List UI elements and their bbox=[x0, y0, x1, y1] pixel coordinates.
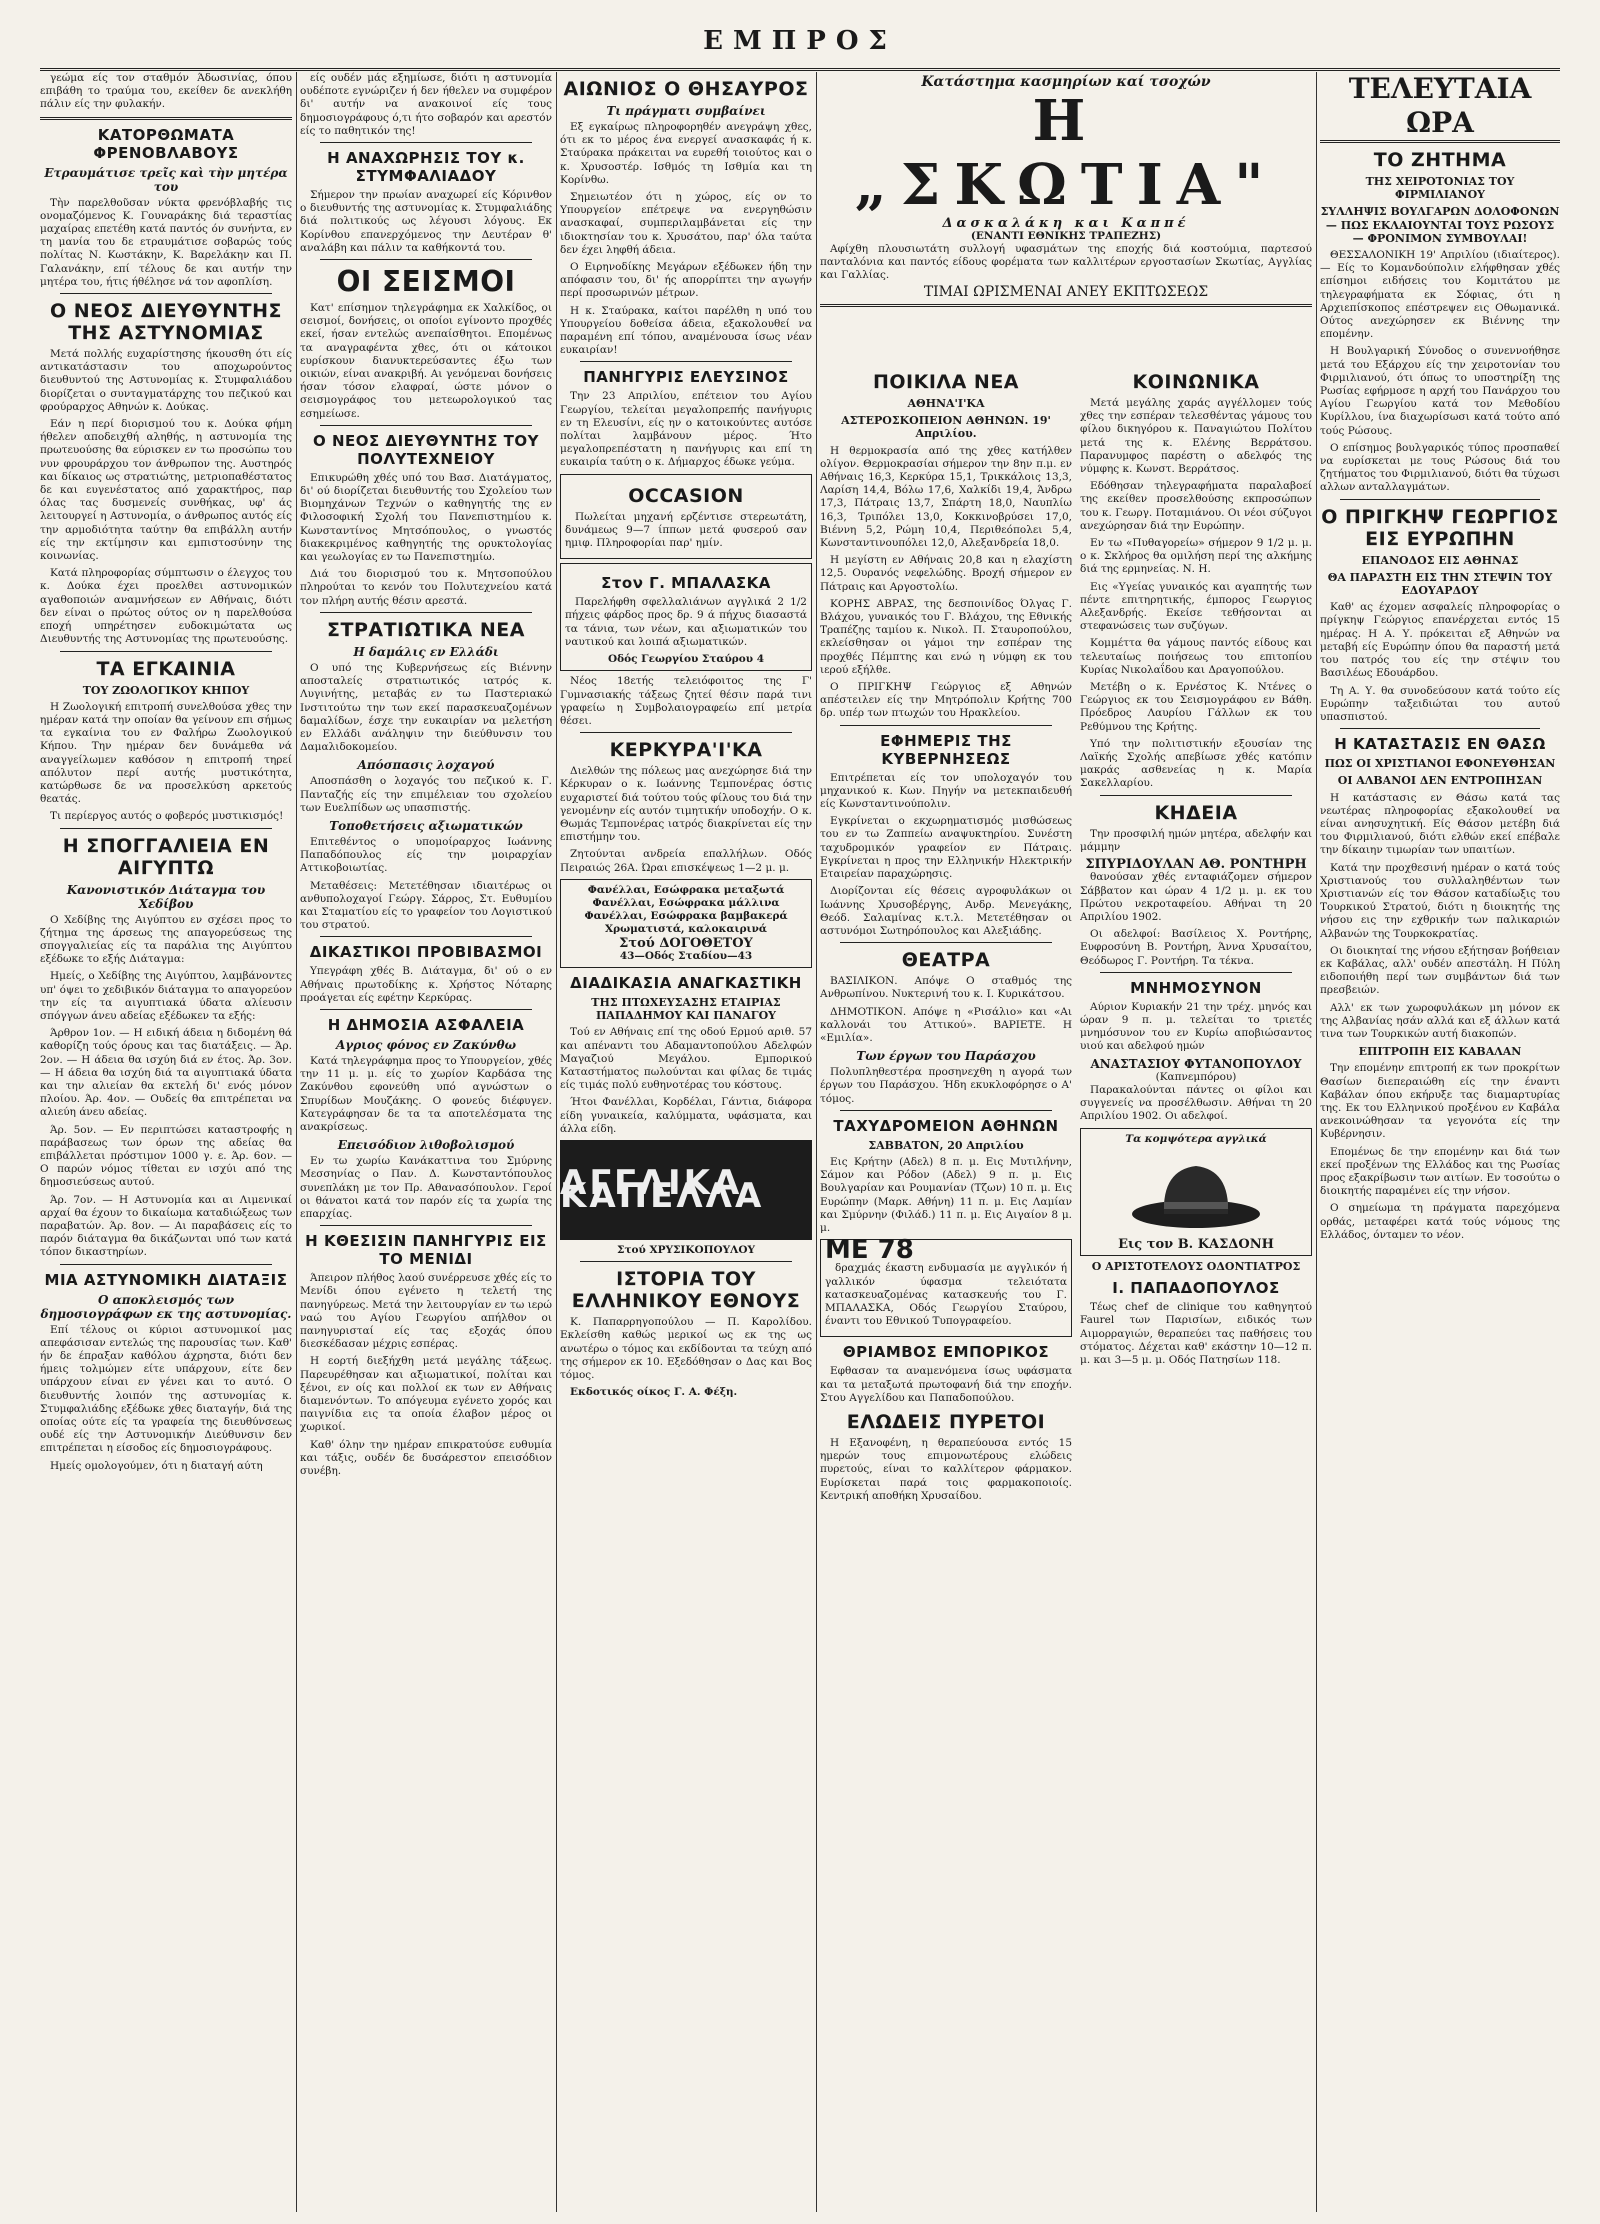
article-text: Ημείς ομολογούμεν, ότι η διαταγή αύτη bbox=[50, 1459, 263, 1472]
subheadline: ΠΩΣ ΟΙ ΧΡΙΣΤΙΑΝΟΙ ΕΦΟΝΕΥΘΗΣΑΝ bbox=[1324, 757, 1556, 771]
divider bbox=[320, 1009, 532, 1010]
article-text: Διελθών της πόλεως μας ανεχώρησε διά την Κέρκυραν ο κ. Ιωάννης Τεμπονέρας όστις ευχαριστεί διά τούτου τούς φίλους του διά την γενομένην είς αυτόν τιμητικήν υποδοχήν. Ο κ. Θωμάς Τεμπονέρας ιατρός διακρίνεται είς την επιστήμην του. bbox=[560, 765, 812, 844]
headline: ΤΑΧΥΔΡΟΜΕΙΟΝ ΑΘΗΝΩΝ bbox=[833, 1116, 1059, 1135]
ad-text: δραχμάς έκαστη ενδυμασία με αγγλικόν ή γαλλικόν ύφασμα τελειότατα κατασκευαζομένας κατασκευής του Γ. ΜΠΑΛΑΣΚΑ, Οδός Γεωργίου Σταύρου, έναντι του Εθνικού Τυπογραφείου. bbox=[825, 1262, 1067, 1328]
deceased-note: (Καπνεμπόρου) bbox=[1155, 1070, 1237, 1083]
article-text: Εκδοτικός οίκος Γ. Α. Φέξη. bbox=[570, 1386, 738, 1399]
headline: ΔΙΑΔΙΚΑΣΙΑ ΑΝΑΓΚΑΣΤΙΚΗ bbox=[570, 973, 802, 992]
subheadline: ΑΘΗΝΑ'Ι'ΚΑ bbox=[907, 397, 985, 410]
divider bbox=[1340, 728, 1540, 729]
subheadline: Τι πράγματι συμβαίνει bbox=[606, 104, 766, 118]
article-text: Υπό την πολιτιστικήν εξουσίαν της Λαϊκής Σχολής απεβίωσε χθές κατόπιν μακράς ασθενείας η κ. Μαρία Σακελλαρίου. bbox=[1080, 737, 1312, 790]
article-text: Τέως chef de clinique του καθηγητού Faurel των Παρισίων, ειδικός των Αιμορραγιών, θεραπεύει τας παθήσεις του στόματος. Δέχεται καθ' εκάστην 10—12 π. μ. και 3—5 μ. μ. Οδός Πατησίων 118. bbox=[1080, 1301, 1312, 1366]
column-3 bbox=[560, 72, 812, 2212]
article-text: Η κ. Σταύρακα, καίτοι παρέλθη η υπό του Υπουργείου δοθείσα άδεια, εξακολουθεί να παραμένη επί τόπου, αναμένουσα ίσως νέαν ευκαιρίαν! bbox=[560, 304, 812, 357]
headline: Ο ΠΡΙΓΚΗΨ ΓΕΩΡΓΙΟΣ ΕΙΣ ΕΥΡΩΠΗΝ bbox=[1321, 505, 1559, 550]
article-text: Τού εν Αθήναις επί της οδού Ερμού αριθ. 57 και απέναντι του Αδαμαντοπούλου Αδελφών Μαγαζιού Μεγάλου. Εμπορικού Καταστήματος πωλούνται και φίλας δε τιμάς είς τιμάς πολύ ευθηνοτέρας του κόστους. bbox=[560, 1026, 812, 1092]
article-text: Επιτρέπεται είς τον υπολοχαγόν του μηχανικού κ. Κων. Πηγήν να μετεκπαιδευθή είς Κωνσταντινούπολιν. bbox=[820, 771, 1072, 811]
subheadline: ΣΥΛΛΗΨΙΣ ΒΟΥΛΓΑΡΩΝ ΔΟΛΟΦΟΝΩΝ — ΠΩΣ ΕΚΛΑΙΟΥΝΤΑΙ ΤΟΥΣ ΡΩΣΟΥΣ — ΦΡΟΝΙΜΟΝ ΣΥΜΒΟΥΛΑΙ! bbox=[1320, 205, 1560, 245]
article-text: Άρ. 7ον. — Η Αστυνομία και αι Λιμενικαί αρχαί θα έχουν το δικαίωμα καταδιώξεως των παραβατών. Άρ. 8ον. — Αι παραβάσεις είς το παρόν διάταγμα θα δικάζωνται υπό των κατά τόπον δικαστηρίων. bbox=[40, 1193, 292, 1259]
subheadline: ΑΣΤΕΡΟΣΚΟΠΕΙΟΝ ΑΘΗΝΩΝ. 19' Απριλίου. bbox=[841, 414, 1051, 441]
headline: ΑΙΩΝΙΟΣ Ο ΘΗΣΑΥΡΟΣ bbox=[563, 78, 809, 100]
divider bbox=[1340, 499, 1540, 500]
divider bbox=[580, 732, 792, 733]
article-text: Τὴν παρελθοῦσαν νύκτα φρενόβλαβής τις ονομαζόμενος Κ. Γουναράκης διά τεραστίας μαχαίρας επετέθη κατά παντός όν συνήντα, εν τη μανία του δε ετραυμάτισε σοβαρώς τούς πολίτας Ν. Κωστάκην, Κ. Βαρελάκην και Π. Γαλανάκην, επί τέλους δε και αυτήν την μητέρα του, ήτις ήθέλησε νά τον αφοπλίση. bbox=[40, 196, 292, 288]
subheadline: Κανονιστικόν Διάταγμα του Χεδίβου bbox=[66, 882, 266, 911]
article-text: Η Εξανοφένη, η θεραπεύουσα εντός 15 ημερών τους επιμονωτέρους ελώδεις πυρετούς, είναι το καλλίτερον φάρμακον. Ευρίσκεται παρά τοις φαρμακοποιοίς. Κεντρική αποθήκη Χρυσαίδου. bbox=[820, 1436, 1072, 1502]
headline: ΙΣΤΟΡΙΑ ΤΟΥ ΕΛΛΗΝΙΚΟΥ ΕΘΝΟΥΣ bbox=[571, 1268, 801, 1313]
ad-fixed-prices: ΤΙΜΑΙ ΩΡΙΣΜΕΝΑΙ ΑΝΕΥ ΕΚΠΤΩΣΕΩΣ bbox=[923, 284, 1209, 300]
headline: ΤΟ ΖΗΤΗΜΑ bbox=[1373, 149, 1507, 171]
article-text: ΔΗΜΟΤΙΚΟΝ. Απόψε η «Ρισάλιο» και «Αι καλλονάι του Αττικού». ΒΑΡΙΕΤΕ. Η «Εμιλία». bbox=[820, 1005, 1072, 1044]
divider bbox=[60, 651, 272, 652]
ad-occasion bbox=[560, 474, 812, 560]
article-text: Εξ εγκαίρως πληροφορηθέν ανεγράψη χθες, ότι εκ το μέρος ένα ενεργεί ανασκαφάς ή κ. Σταύρακα πράκειται να ευρεθή τοιούτος και ο κ. Χρυσοστέρ. Ισθμός τη Ισθμία και τη Κορίνθω. bbox=[560, 121, 812, 186]
newspaper-title: ΕΜΠΡΟΣ bbox=[703, 26, 897, 56]
article-text: Διορίζονται είς θέσεις αγροφυλάκων οι Ιωάννης Χρυσοβέργης, Ανδρ. Μενεγάκης, Θεόδ. Σαλαμίνας κ.τ.λ. Μετετέθησαν οι αστυνόμοι Σωτηρόπουλος και Αλεξιάδης. bbox=[820, 885, 1072, 937]
ad-balaska-suits bbox=[820, 1235, 1072, 1337]
article-text: Η θερμοκρασία από της χθες κατήλθεν ολίγον. Θερμοκρασίαι σήμερον την 8ην π.μ. εν Αθήναις 16,3, Κερκύρα 15,1, Τρικκάλοις 13,3, Λαρίση 14,4, Βόλω 17,6, Χαλκίδι 19,4, Άνδρω 17,3, Πάτραις 13,7, Σπάρτη 18,0, Ναυπλίω 16,3, Τριπόλει 13,0, Κοκκινοβρύσει 17,0, Βιέννη 5,2, Ρώμη 10,4, Περιθεόπολει 5,4, Κωνσταντινουπόλει 12,0, Αλεξανδρεία 18,0. bbox=[820, 444, 1072, 550]
subheadline: Τοποθετήσεις αξιωματικών bbox=[329, 818, 523, 833]
divider bbox=[320, 142, 532, 143]
article-text: Σημειωτέον ότι η χώρος, είς ον το Υπουργείον επέτρεψε να ενεργηθώσιν ανασκαφαί, συμπεριλαμβάνεται είς την ιδιοκτησίαν του κ. Χρυσάτου, παρ' όλα ταύτα δεν έχει ληφθή άδεια. bbox=[560, 191, 812, 256]
headline: ΚΕΡΚΥΡΑ'Ι'ΚΑ bbox=[609, 739, 763, 762]
column-divider bbox=[1316, 72, 1317, 2212]
article-text: Ο σημείωμα τη πράγματα παρεχόμενα ορθάς, μεταφέρει κατά τούς νόμους της Ελλάδος, όνταμεν το νέον. bbox=[1320, 1202, 1560, 1241]
headline: ΚΑΤΟΡΘΩΜΑΤΑ ΦΡΕΝΟΒΛΑΒΟΥΣ bbox=[93, 125, 239, 162]
column-5 bbox=[1080, 365, 1312, 2212]
article-text: Την προσφιλή ημών μητέρα, αδελφήν και μάμμην bbox=[1080, 827, 1312, 853]
ad-title: Στον Γ. ΜΠΑΛΑΣΚΑ bbox=[601, 574, 771, 593]
divider bbox=[840, 942, 1052, 943]
headline: ΕΦΗΜΕΡΙΣ ΤΗΣ ΚΥΒΕΡΝΗΣΕΩΣ bbox=[880, 731, 1012, 768]
article-text: Μετά μεγάλης χαράς αγγέλλομεν τούς χθες την εσπέραν τελεσθέντας γάμους του φίλου δικηγόρου κ. Παναγιώτου Πολίτου μετά της κ. Ελένης Βερράτσου. Παρανυμφος παρέστη ο αδελφός της νύμφης κ. Κωνστ. Βερράτσος. bbox=[1080, 397, 1312, 476]
article-text: Οι διοικηταί της νήσου εξήτησαν βοήθειαν εκ Καβάλας, αλλ' ουδέν απεστάλη. Η Πύλη ειδοποιήθη περί των συμβάντων διά των πρεσβειών. bbox=[1320, 944, 1560, 997]
ad-english-hats-banner: ΑΓΓΛΙΚΑ ΚΑΠΕΛΛΑ bbox=[560, 1140, 812, 1240]
article-text: θανούσαν χθές ενταφιάζομεν σήμερον Σάββατον και ώραν 4 1/2 μ. μ. εκ του Πρώτου νεκροταφείου. Αθήναι τη 20 Απριλίου 1902. bbox=[1080, 871, 1312, 923]
article-text: Καθ' ας έχομεν ασφαλείς πληροφορίας ο πρίγκηψ Γεώργιος επανέρχεται εντός 15 ημέρας. Η Α. Υ. πρόκειται εξ Αθηνών να μεταβή είς Ευρώπην όπου θα παραστή μετά του πατρός του είς την στέψιν του Βασιλέως Εδουάρδου. bbox=[1320, 601, 1560, 680]
divider bbox=[820, 304, 1312, 307]
subheadline: Των έργων του Παράσχου bbox=[856, 1049, 1036, 1064]
article-text: Κ. Παπαρρηγοπούλου — Π. Καρολίδου. Εκλείσθη καθώς μερικοί ως εκ της ως ανωτέρω ο τόμος και εκδίδονται τα τεύχη από της σήμερον εκ 10. Εξεδόθησαν ο Δας και Βος τόμος. bbox=[560, 1316, 812, 1381]
ad-text: Παρελήφθη σφελλαλιάνων αγγλικά 2 1/2 πήχεις φάρδος προς δρ. 9 ά πήχυς διασαστά τα τάνια, των νέων, και αξιωματικών του ναυτικού και λοιπά αξιωματικών. bbox=[565, 596, 807, 648]
column-2 bbox=[300, 72, 552, 2212]
ad-line: Φανέλλαι, Εσώφρακα μάλλινα bbox=[592, 896, 780, 909]
subheadline: Αγριος φόνος εν Ζακύνθω bbox=[335, 1037, 517, 1052]
headline: Ι. ΠΑΠΑΔΟΠΟΥΛΟΣ bbox=[1112, 1279, 1280, 1298]
article-text: Επομένως δε την επομένην και διά των εκεί προξένων της Ελλάδος και της Ρωσίας προς εξακρίβωσιν των αιτίων. Εν τοσούτω ο διοικητής παραμένει είς την νήσον. bbox=[1320, 1145, 1560, 1198]
masthead bbox=[40, 18, 1560, 71]
ad-address: Οδός Γεωργίου Σταύρου 4 bbox=[607, 653, 765, 666]
article-text: Ήτοι Φανέλλαι, Κορδέλαι, Γάντια, διάφορα είδη γυναικεία, καλύμματα, υφάσματα, και άλλα είδη. bbox=[560, 1096, 812, 1135]
subheadline: ΤΗΣ ΠΤΩΧΕΥΣΑΣΗΣ ΕΤΑΙΡΙΑΣ ΠΑΠΑΔΗΜΟΥ ΚΑΙ ΠΑΝΑΓΟΥ bbox=[591, 995, 781, 1023]
article-text: Κατά την προχθεσινή ημέραν ο κατά τούς Χριστιανούς του συλλαληθέντων των Χριστιανών είς τον Θάσον καταδίωξις του Τουρκικού Στρατού, διότι η διοικητής της νήσου εις την εχθρικήν των παλικαριών Αλβανών της Τουρκοκρατίας. bbox=[1320, 861, 1560, 940]
article-text: Κατά πληροφορίας σύμπτωσιν ο έλεγχος του κ. Δούκα έχει προελθει αστυνομικών αγαθοποιών αναμνήσεων εν Αθήναις, διότι δεν είναι ο πρώτος ούτος ον η παρελθούσα εποχή υπηρέτησεν ευδοκιμώτατα ως Διευθυντής της Αστυνομίας της πρωτευούσης. bbox=[40, 567, 292, 646]
headline: Η ΚΑΤΑΣΤΑΣΙΣ ΕΝ ΘΑΣΩ bbox=[1334, 735, 1546, 754]
headline: ΚΟΙΝΩΝΙΚΑ bbox=[1132, 371, 1260, 393]
subheadline: ΤΗΣ ΧΕΙΡΟΤΟΝΙΑΣ ΤΟΥ ΦΙΡΜΙΛΙΑΝΟΥ bbox=[1365, 175, 1515, 202]
column-1 bbox=[40, 72, 292, 2212]
headline: ΜΝΗΜΟΣΥΝΟΝ bbox=[1130, 978, 1262, 997]
article-text: Την επομένην επιτροπή εκ των προκρίτων Θασίων διεπεραιώθη είς την έναντι Καβάλαν όπου εκήρυξε τας διαμαρτυρίας της. Εκ του Ελληνικού προξένου εν Καβάλα ανεκοινώθησαν τα γεγονότα είς την Κυβέρνησιν. bbox=[1320, 1062, 1560, 1141]
article-text: Παρακαλούνται πάντες οι φίλοι και συγγενείς να προσέλθωσιν. Αθήναι τη 20 Απριλίου 1902. Οι αδελφοί. bbox=[1080, 1083, 1312, 1123]
article-text: Μετά πολλής ευχαρίστησης ήκουσθη ότι είς αντικατάστασιν του αποχωρούντος διευθυντού της Αστυνομίας κ. Στυμφαλιάδου διορίζεται ο συνταγματάρχης του πεζικού και φρούραρχος Αθηνών κ. Δούκας. bbox=[40, 348, 292, 413]
headline: Ο ΝΕΟΣ ΔΙΕΥΘΥΝΤΗΣ ΤΗΣ ΑΣΤΥΝΟΜΙΑΣ bbox=[49, 300, 283, 345]
subheadline: Η δαμάλις εν Ελλάδι bbox=[353, 644, 499, 659]
ad-title: OCCASION bbox=[628, 484, 744, 507]
headline: ΔΙΚΑΣΤΙΚΟΙ ΠΡΟΒΙΒΑΣΜΟΙ bbox=[309, 943, 543, 962]
ad-skotia bbox=[820, 72, 1312, 362]
ad-line: Φανέλλαι, Εσώφρακα μεταξωτά bbox=[587, 883, 785, 896]
headline: ΘΕΑΤΡΑ bbox=[901, 949, 991, 972]
article-text: Η εορτή διεξήχθη μετά μεγάλης τάξεως. Παρευρέθησαν και αξιωματικοί, πολίται και ξένοι, εν οίς και πολλοί εκ των εν Αθήναις διαμενόντων. Το απόγευμα εγένετο χορός και παιγνίδια εις τα οποία έλαβον μέρος οι χωρικοί. bbox=[300, 1355, 552, 1434]
article-text: Ο Χεδίβης της Αιγύπτου εν σχέσει προς το ζήτημα της άρσεως της απαγορεύσεως της σπογγαλιείας είς τα παράλια της Αιγύπτου εξέδωκε το εξής Διάταγμα: bbox=[40, 913, 292, 966]
headline: ΘΡΙΑΜΒΟΣ ΕΜΠΟΡΙΚΟΣ bbox=[842, 1343, 1050, 1362]
ad-shop: Εις τον Β. ΚΑΣΔΟΝΗ bbox=[1118, 1236, 1274, 1252]
headline: ΤΑ ΕΓΚΑΙΝΙΑ bbox=[96, 657, 236, 680]
article-text: Ο ΠΡΙΓΚΗΨ Γεώργιος εξ Αθηνών απέστειλεν είς την Μητρόπολιν Κρήτης 700 δρ. υπέρ των πτωχών του Ηρακλείου. bbox=[820, 681, 1072, 720]
hat-illustration-icon bbox=[1126, 1152, 1266, 1232]
ad-line: Φανέλλαι, Εσώφρακα βαμβακερά bbox=[584, 910, 788, 923]
article-text: Τη Α. Υ. θα συνοδεύσουν κατά τούτο είς Ευρώπην ταξειδιώται του αυτού υπασπιστού. bbox=[1320, 684, 1560, 723]
article-text: Διά του διορισμού του κ. Μητσοπούλου πληρούται το κενόν του Πολυτεχνείου κατά τον πλήρη αυτής θέσιν αρεστά. bbox=[300, 568, 552, 607]
subheadline: Απόσπασις λοχαγού bbox=[357, 758, 495, 773]
article-text: Σήμερον την πρωίαν αναχωρεί είς Κόρινθον ο διευθυντής της αστυνομίας κ. Στυμφαλιάδης διά πολιτικούς ως λέγουσι λόγους. Εκ Κορίνθου επανερχόμενος την Δευτέραν θ' αναλάβη και πάλιν τα καθήκοντά του. bbox=[300, 189, 552, 254]
subheadline: Επεισόδιον λιθοβολισμού bbox=[337, 1138, 515, 1153]
headline: Ο ΝΕΟΣ ΔΙΕΥΘΥΝΤΗΣ ΤΟΥ ΠΟΛΥΤΕΧΝΕΙΟΥ bbox=[312, 431, 540, 468]
article-text: Ζητούνται ανδρεία επαλλήλων. Οδός Πειραιώς 26Α. Ώραι επισκέψεως 1—2 μ. μ. bbox=[560, 848, 812, 874]
article-text: Ημείς, ο Χεδίβης της Αιγύπτου, λαμβάνοντες υπ' όψει το χεδιβικόν διάταγμα το απαγορεύον την είς τα αιγυπτιακά ύδατα αλίευσιν σπόγγων άνευ αδείας εξέδωκεν τα εξής: bbox=[40, 970, 292, 1022]
column-6 bbox=[1320, 72, 1560, 2212]
headline: ΠΑΝΗΓΥΡΙΣ ΕΛΕΥΣΙΝΟΣ bbox=[583, 368, 789, 387]
article-text: Την 23 Απριλίου, επέτειον του Αγίου Γεωργίου, τελείται μεγαλοπρεπής πανήγυρις εν τη Ελευσίνι, είς ην ο κατοικούντες αυτόσε πολίται λαμβάνουν μέρος. Ήτο μεγαλοπρεπέστατη η πανήγυρις και επί τη ευκαιρία ταύτη ο κ. Δήμαρχος έδωκε γεύμα. bbox=[560, 390, 812, 469]
column-divider bbox=[556, 72, 557, 2212]
article-text: Η Βουλγαρική Σύνοδος ο συνεννοήθησε μετά του Εξάρχου είς την χειροτονίαν του Φιρμιλιανού, ότι όπως το υποστηρίξη της Ρωσίας εφήρμοσε η αρχή του Πανάρχου του Αγίου Γεωργίου κατά τον Μεθοδίου Κυρίλλου, ίνα διαχωρίσωσι κατά τούτο από τούς Ρώσους. bbox=[1320, 345, 1560, 437]
headline: Η ΔΗΜΟΣΙΑ ΑΣΦΑΛΕΙΑ bbox=[327, 1015, 525, 1034]
article-text: Υπεγράφη χθές Β. Διάταγμα, δι' ού ο εν Αθήναις πρωτοδίκης κ. Χρήστος Νόταρης προάγεται είς εφέτην Κερκύρας. bbox=[300, 965, 552, 1004]
section-title: ΤΕΛΕΥΤΑΙΑ ΩΡΑ bbox=[1320, 72, 1560, 143]
article-text: Ο υπό της Κυβερνήσεως είς Βιέννην αποσταλείς στρατιωτικός ιατρός κ. Λυγινήτης, μεταβάς εν τω Παστεριακώ Ινστιτούτω την των εκεί παρασκευαζομένων δαμαλίδων, έσχε την ευκαιρίαν να μελετήση εν Ελλάδι ανάληψιν την διεύθυνσιν του Δαμαλιδοκομείου. bbox=[300, 661, 552, 754]
article-text: Η μεγίστη εν Αθήναις 20,8 και η ελαχίστη 12,5. Ουρανός νεφελώδης. Βροχή σήμερον εν Πάτραις και Αργοστολίω. bbox=[820, 554, 1072, 593]
article-text: Νέος 18ετής τελειόφοιτος της Γ' Γυμνασιακής τάξεως ζητεί θέσιν παρά τινι γραφείω η Συμβολαιογραφείω επί μετρία θέσει. bbox=[560, 675, 812, 727]
divider bbox=[580, 361, 792, 362]
subheadline: Ετραυμάτισε τρεῖς καὶ τὴν μητέρα του bbox=[44, 165, 288, 194]
column-divider bbox=[816, 72, 817, 2212]
article-text: Άρ. 5ον. — Εν περιπτώσει καταστροφής η παράβασεως των όρων της αδείας θα επιβάλλεται πρόστιμον 1000 γ. ε. Άρ. 6ον. — Ο παρών νόμος τίθεται εν ισχύι από της δημοσιεύσεως αυτού. bbox=[40, 1123, 292, 1189]
headline: Η ΣΠΟΓΓΑΛΙΕΙΑ ΕΝ ΑΙΓΥΠΤΩ bbox=[62, 834, 270, 879]
headline: ΟΙ ΣΕΙΣΜΟΙ bbox=[336, 265, 516, 299]
divider bbox=[320, 425, 532, 426]
ad-big-number: ΜΕ 78 bbox=[825, 1235, 914, 1266]
article-text: Μεταθέσεις: Μετετέθησαν ιδιαιτέρως οι ανθυπολοχαγοί Γεώργ. Σάρρος, Στ. Ευθυμίου και Σταματίου είς το γραφείον του Λογιστικού του στρατού. bbox=[300, 879, 552, 932]
ad-title: Τα κομψότερα αγγλικά bbox=[1125, 1132, 1267, 1145]
article-text: ΚΟΡΗΣ ΑΒΡΑΣ, της δεσποινίδος Όλγας Γ. Βλάχου, γυναικός του Γ. Βλάχου, της Εθνικής Τραπέζης ταμίου κ. Νικολ. Π. Σταυροπούλου, εκλείσθησαν οι γάμοι την εσπέραν της προχθές Πέμπτης και ενώ η νύμφη εκ του ιερού εξήλθε. bbox=[820, 597, 1072, 676]
subheadline: ΤΟΥ ΖΩΟΛΟΓΙΚΟΥ ΚΗΠΟΥ bbox=[82, 683, 250, 697]
ad-store-name: Η „ΣΚΩΤΙΑ" bbox=[854, 88, 1278, 218]
ad-address: 43—Οδός Σταδίου—43 bbox=[619, 949, 753, 962]
ad-shop: Στού ΧΡΥΣΙΚΟΠΟΥΛΟΥ bbox=[617, 1243, 755, 1256]
article-text: Πολυπληθεστέρα προσηνεχθη η αγορά των έργων του Παράσχου. Ήδη εκυκλοφόρησε ο Α' τόμος. bbox=[820, 1066, 1072, 1105]
subheadline: Ο αποκλεισμός των δημοσιογράφων εκ της αστυνομίας. bbox=[40, 1292, 292, 1321]
article-text: Εγκρίνεται ο εκχωρηματισμός μισθώσεως του εν τω Ζαππείω αναψυκτηρίου. Συνέστη ταχυδρομικόν γραφείον εν Πάτραις. Εγκρίνεται η προς την Ελληνικήν Ηλεκτρικήν Εταιρείαν παραχώρησις. bbox=[820, 815, 1072, 881]
article-text: Εν τω «Πυθαγορείω» σήμερον 9 1/2 μ. μ. ο κ. Σκλήρος θα ομιλήση περί της αλκήμης διά της ερμηνείας. Ν. Η. bbox=[1080, 537, 1312, 576]
article-text: Κατά τηλεγράφημα προς το Υπουργείον, χθές την 11 μ. μ. είς το χωρίον Καρδάσα της Ζακύνθου εφονεύθη υπό αγνώστων ο Σπυρίδων Μουζάκης. Ο φονεύς διέφυγεν. Κατεγράφησαν δε τα τα αποτελέσματα της ανακρίσεως. bbox=[300, 1054, 552, 1133]
ad-kicker: Κατάστημα κασμηρίων καί τσοχών bbox=[921, 74, 1211, 90]
subheadline: Ο ΑΡΙΣΤΟΤΕΛΟΥΣ ΟΔΟΝΤΙΑΤΡΟΣ bbox=[1091, 1259, 1301, 1273]
ad-text: Πωλείται μηχανή ερζέντισε στερεωτάτη, δυνάμεως 9—7 ίππων μετά φυσερού σαν ημιφ. Πληροφορίαι παρ' ημίν. bbox=[565, 510, 807, 550]
article-text: γεώμα είς τον σταθμόν Άδωσινίας, όπου επιβάθη το τραύμα του, εκείθεν δε ανεκλήθη πάλιν είς την φυλακήν. bbox=[40, 72, 292, 111]
article-text: Εφθασαν τα αναμενόμενα ίσως υφάσματα και τα μεταξωτά πρωτοφανή διά την εποχήν. Στου Αγγελίδου και Παπαδοπούλου. bbox=[820, 1365, 1072, 1404]
ad-owners: Δασκαλάκη και Καππέ bbox=[942, 216, 1190, 231]
article-text: Εάν η περί διορισμού του κ. Δούκα φήμη ήθελεν αποδειχθή αληθής, η αστυνομία της πρωτευούσης θα εύρισκεν εν τω προσώπω του νυν φρουράρχου τον άνθρωπον της. Αυστηρός και δίκαιος ως στρατιώτης, μετριοπαθέστατος δε και ευγενέστατος από χαρακτήρος, παρ όλας τας δυσμενείς συνθήκας, υφ' άς λειτουργεί η Αστυνομία, ο άνθρωπος αυτός είς την αρμοδιότητα ταύτην θα επιβάλλη αυτήν είς την εκτίμησιν και εμπιστοσύνην της κοινωνίας. bbox=[40, 418, 292, 563]
subheadline: ΕΠΑΝΟΔΟΣ ΕΙΣ ΑΘΗΝΑΣ bbox=[1361, 553, 1519, 567]
article-text: Εν τω χωρίω Κανάκαττινα του Σμύρνης Μεσσηνίας ο Παν. Δ. Κωνσταντόπουλος συνεπλάκη με τον Πρ. Αθανασόπουλον. Γεροί οι θάνατοι κατά τον παρόν είς τα χωρία της επαρχίας. bbox=[300, 1155, 552, 1220]
divider bbox=[320, 936, 532, 937]
subheadline: ΕΠΙΤΡΟΠΗ ΕΙΣ ΚΑΒΑΛΑΝ bbox=[1358, 1045, 1522, 1059]
column-4 bbox=[820, 365, 1072, 2212]
divider bbox=[320, 1225, 532, 1226]
ad-line: Χρωματιστά, καλοκαιρινά bbox=[604, 923, 767, 936]
article-text: ΘΕΣΣΑΛΟΝΙΚΗ 19' Απριλίου (ιδιαίτερος). — Είς το Κομανδούπολιν ελήφθησαν χθές επίσημοι ειδήσεις του Κομιτάτου με τηλεγραφήματα εκ Σόφιας, ότι η Αρχιεπίσκοπος επέστρεψεν εις Οθωμανικά. Ούτος ανεχώρησεν εκ Βιέννης την επομένην. bbox=[1320, 249, 1560, 341]
headline: ΜΙΑ ΑΣΤΥΝΟΜΙΚΗ ΔΙΑΤΑΞΙΣ bbox=[44, 1270, 288, 1289]
deceased-name: ΣΠΥΡΙΔΟΥΛΑΝ ΑΘ. ΡΟΝΤΗΡΗ bbox=[1085, 857, 1307, 873]
article-text: Καθ' όλην την ημέραν επικρατούσε ευθυμία και τάξις, ουδέν δε δυσάρεστον επεισόδιον συνέβη. bbox=[300, 1438, 552, 1478]
article-text: Κομμέττα θα γάμους παντός είδους και τελευταίως ποιήσεως του επιτοπίου Κυρίας Νικολαΐδου και Δραγοπούλου. bbox=[1080, 637, 1312, 676]
article-text: Κατ' επίσημον τηλεγράφημα εκ Χαλκίδος, οι σεισμοί, δονήσεις, οι οποίοι εγίνοντο προχθές εκεί, ήσαν εντελώς ανεπαίσθητοι. Επομένως τα αναγραφέντα χθες, ότι οι κάτοικοι ευρίσκουν διανυκτερεύσαντες έξω των οικιών, είναι ανακριβή. Αι γενόμεναι δονήσεις ήσαν τόσον ελαφραί, ώστε μόνον ο σεισμογράφος του μετεωρολογικού τας εσημείωσε. bbox=[300, 302, 552, 420]
ad-address: (ΕΝΑΝΤΙ ΕΘΝΙΚΗΣ ΤΡΑΠΕΖΗΣ) bbox=[970, 230, 1162, 242]
article-text: ΒΑΣΙΛΙΚΟΝ. Απόψε Ο σταθμός της Ανθρωπίνου. Νυκτερινή του κ. Ι. Κυρικάτσου. bbox=[820, 975, 1072, 1001]
divider bbox=[320, 612, 532, 613]
divider bbox=[60, 293, 272, 294]
divider bbox=[840, 725, 1052, 726]
subheadline: ΟΙ ΑΛΒΑΝΟΙ ΔΕΝ ΕΝΤΡΟΠΗΣΑΝ bbox=[1337, 774, 1543, 788]
divider bbox=[320, 259, 532, 260]
article-text: Αλλ' εκ των χωροφυλάκων μη μόνον εκ της Αλβανίας ησάν αλλά και εξ άλλων κατά τινα των Τουρκικών αυτή διακοπών. bbox=[1320, 1001, 1560, 1040]
headline: ΚΗΔΕΙΑ bbox=[1154, 801, 1238, 824]
divider bbox=[1100, 795, 1292, 796]
article-text: Αποσπάσθη ο λοχαγός του πεζικού κ. Γ. Πανταζής είς την επιμέλειαν του σχολείου των Ευελπίδων ως υπασπιστής. bbox=[300, 775, 552, 814]
article-text: Επί τέλους οι κύριοι αστυνομικοί μας απεφάσισαν εντελώς της παρουσίας των. Καθ' ήν δε έπραξαν καθόλου άχρηστα, διότι δεν ήμεις τολμώμεν είτε υπάρχουν, είτε δεν υπάρχουν είναι εν γένει και το αυτό. Ο διευθυντής λοιπόν της αστυνομίας κ. Στυμφαλιάδης εξέδωκε χθες διαταγήν, διά της οποίας ούτε είς τα γραφεία της διευθύνσεως ουδέ είς την Αστυνομικήν Διεύθυνσιν δεν επιτρέπεται η είσοδος είς δημοσιογράφους. bbox=[40, 1323, 292, 1455]
ad-text: Αφίχθη πλουσιωτάτη συλλογή υφασμάτων της εποχής διά κοστούμια, παρτεσού πανταλόνια και παντός είδους φορέματα των καλλιτέρων εργοστασίων Σκωτίας, Αγγλίας και Γαλλίας. bbox=[820, 243, 1312, 281]
divider bbox=[840, 1110, 1052, 1111]
article-text: Επιτεθέντος ο υπομοίραρχος Ιωάννης Παπαδόπουλος είς την μοιραρχίαν Αττικοβοιωτίας. bbox=[300, 835, 552, 875]
article-text: Άπειρον πλήθος λαού συνέρρευσε χθές είς το Μενίδι όπου εγένετο η τελετή της πανηγύρεως. Μετά την λειτουργίαν εν τω ιερώ ναώ του Αγίου Γεωργίου απήλθον οι πανηγυρισταί είς τας εξοχάς όπου διεσκέδασαν μέχρις εσπέρας. bbox=[300, 1272, 552, 1351]
subheadline: ΘΑ ΠΑΡΑΣΤΗ ΕΙΣ ΤΗΝ ΣΤΕΨΙΝ ΤΟΥ ΕΔΟΥΑΡΔΟΥ bbox=[1327, 570, 1553, 598]
article-text: Επικυρώθη χθές υπό του Βασ. Διατάγματος, δι' ού διορίζεται διευθυντής του Σχολείου των Βιομηχάνων Τεχνών ο καθηγητής της εν Φιλοσοφική Σχολή του Πανεπιστημίου κ. Κωνσταντίνος Μητσόπουλος, ο γνωστός διακεκριμένος καθηγητής της ορυκτολογίας και γεωλογίας εν τω Πανεπιστημίω. bbox=[300, 471, 552, 564]
article-text: Τι περίεργος αυτός ο φοβερός μυστικισμός! bbox=[50, 810, 284, 823]
divider bbox=[60, 1264, 272, 1265]
article-text: Ο Ειρηνοδίκης Μεγάρων εξέδωκεν ήδη την απόφασιν του, δι' ής απορρίπτει την αγωγήν περί προσωρινών μέτρων. bbox=[560, 261, 812, 300]
deceased-name: ΑΝΑΣΤΑΣΙΟΥ ΦΥΤΑΝΟΠΟΥΛΟΥ bbox=[1090, 1056, 1302, 1071]
article-text: Οι αδελφοί: Βασίλειος Χ. Ροντήρης, Ευφροσύνη Β. Ροντήρη, Άννα Χρυσαίτου, Θεόδωρος Γ. Ροντήρη. Τα τέκνα. bbox=[1080, 928, 1312, 967]
ad-kasdoni-hats bbox=[1080, 1128, 1312, 1256]
headline: ΣΤΡΑΤΙΩΤΙΚΑ ΝΕΑ bbox=[327, 618, 525, 641]
article-text: είς ουδέν μάς εξημίωσε, διότι η αστυνομία ουδέποτε εγνώριζεν ή δεν ήθελεν να συμφέρον δι' αυτήν να ανακοινοί είς τους δημοσιογράφους ό,τι ήτο σοβαρόν και αρεστόν είς το παθητικόν της! bbox=[300, 72, 552, 137]
headline: Η ΚΘΕΣΙΣΙΝ ΠΑΝΗΓΥΡΙΣ ΕΙΣ ΤΟ ΜΕΝΙΔΙ bbox=[305, 1232, 547, 1269]
headline: Η ΑΝΑΧΩΡΗΣΙΣ ΤΟΥ κ. ΣΤΥΜΦΑΛΙΑΔΟΥ bbox=[327, 149, 525, 186]
article-text: Ο επίσημος βουλγαρικός τύπος προσπαθεί να ευρίσκεται με τους Ρώσους διά του ζητήματος του Φιρμιλιανού, διότι θα τύχωσι αλλων ανταλλαγμάτων. bbox=[1320, 441, 1560, 494]
article-text: Εις «Υγείας γυναικός και αγαπητής των πέντε επιτηρητικής, έμπορος Γεωργιος Αλεξανδρής. Εκείσε τεθήσονται αι στεφανώσεις των συζύγων. bbox=[1080, 580, 1312, 633]
headline: ΠΟΙΚΙΛΑ ΝΕΑ bbox=[872, 371, 1020, 393]
divider bbox=[1100, 972, 1292, 973]
divider bbox=[40, 117, 292, 120]
article-text: Εδόθησαν τηλεγραφήματα παραλαβοεί της εκείθεν προσελθούσης εκπροσώπων του κ. Γεωργ. Ποταμιάνου. Οι νέοι σύζυγοι ανεχώρησαν διά την Ευρώπην. bbox=[1080, 480, 1312, 532]
article-text: Εις Κρήτην (Αδελ) 8 π. μ. Εις Μυτιλήνην, Σάμον και Ρόδον (Αδελ) 9 π. μ. Εις Βουλγαρίαν και Ρουμανίαν (Τζων) 10 π. μ. Εις Ευρώπην (Μαρκ. Αθήνη) 11 π. μ. Εις Λαμίαν και Σμύρνην (Φιλάδ.) 11 π. μ. Εις Αιγαίον 8 μ. μ. bbox=[820, 1155, 1072, 1234]
article-text: Άρθρον 1ον. — Η ειδική άδεια η διδομένη θά καθορίζη τούς όρους και τας διατάξεις. — Άρ. 2ον. — Η άδεια θα ισχύη διά εν έτος. Άρ. 3ον. — Η άδεια θα ισχύη διά τα αιγυπτιακά ύδατα και την αλιείαν θα εκτελή δι' ενός μόνον πλοίου. Άρ. 4ον. — Ουδείς θα επιτρέπεται να αλιεύη άνευ αδείας. bbox=[40, 1027, 292, 1119]
ad-logothetou bbox=[560, 879, 812, 968]
subheadline: ΣΑΒΒΑΤΟΝ, 20 Απριλίου bbox=[868, 1138, 1024, 1152]
ad-shop: Στού ΔΟΓΟΘΕΤΟΥ bbox=[619, 935, 753, 951]
divider bbox=[580, 1261, 792, 1262]
headline: ΕΛΩΔΕΙΣ ΠΥΡΕΤΟΙ bbox=[846, 1410, 1046, 1433]
article-text: Η κατάστασις εν Θάσω κατά τας νεωτέρας πληροφορίας εξακολουθεί να είναι ανησυχητική. Είς Θάσον μετέβη διά του Φιρμιλιανού, διότι ελθών εκεί επέβαλε την δίκαιην τιμωρίαν των υπαιτίων. bbox=[1320, 791, 1560, 857]
divider bbox=[60, 828, 272, 829]
ad-balaska bbox=[560, 563, 812, 671]
article-text: Αύριον Κυριακήν 21 την τρέχ. μηνός και ώραν 9 π. μ. τελείται το τριετές μνημόσυνον του εν Κυρίω αποβιώσαντος υιού και αδελφού ημών bbox=[1080, 1000, 1312, 1053]
article-text: Μετέβη ο κ. Ερνέστος Κ. Ντένες ο Γεώργιος εκ του Σεισμογράφου εν Βάθη. Πρόεδρος Λαυρίου Γάλλων εκ του Ρεθύμνου της Κρήτης. bbox=[1080, 681, 1312, 733]
article-text: Η Ζωολογική επιτροπή συνελθούσα χθες την ημέραν κατά την οποίαν θα γείνουν επι σήμως τα εγκαίνια του εν Φαλήρω Ζωολογικού Κήπου. Την ημέραν δεν δυνάμεθα νά αναγγείλωμεν καθόσον η επιτροπή τηρεί απόλυτον περί αυτής μυστικότητα, κατώρθωσε δε να προσελκύση αρκετούς θεατάς. bbox=[40, 700, 292, 806]
column-divider bbox=[296, 72, 297, 2212]
